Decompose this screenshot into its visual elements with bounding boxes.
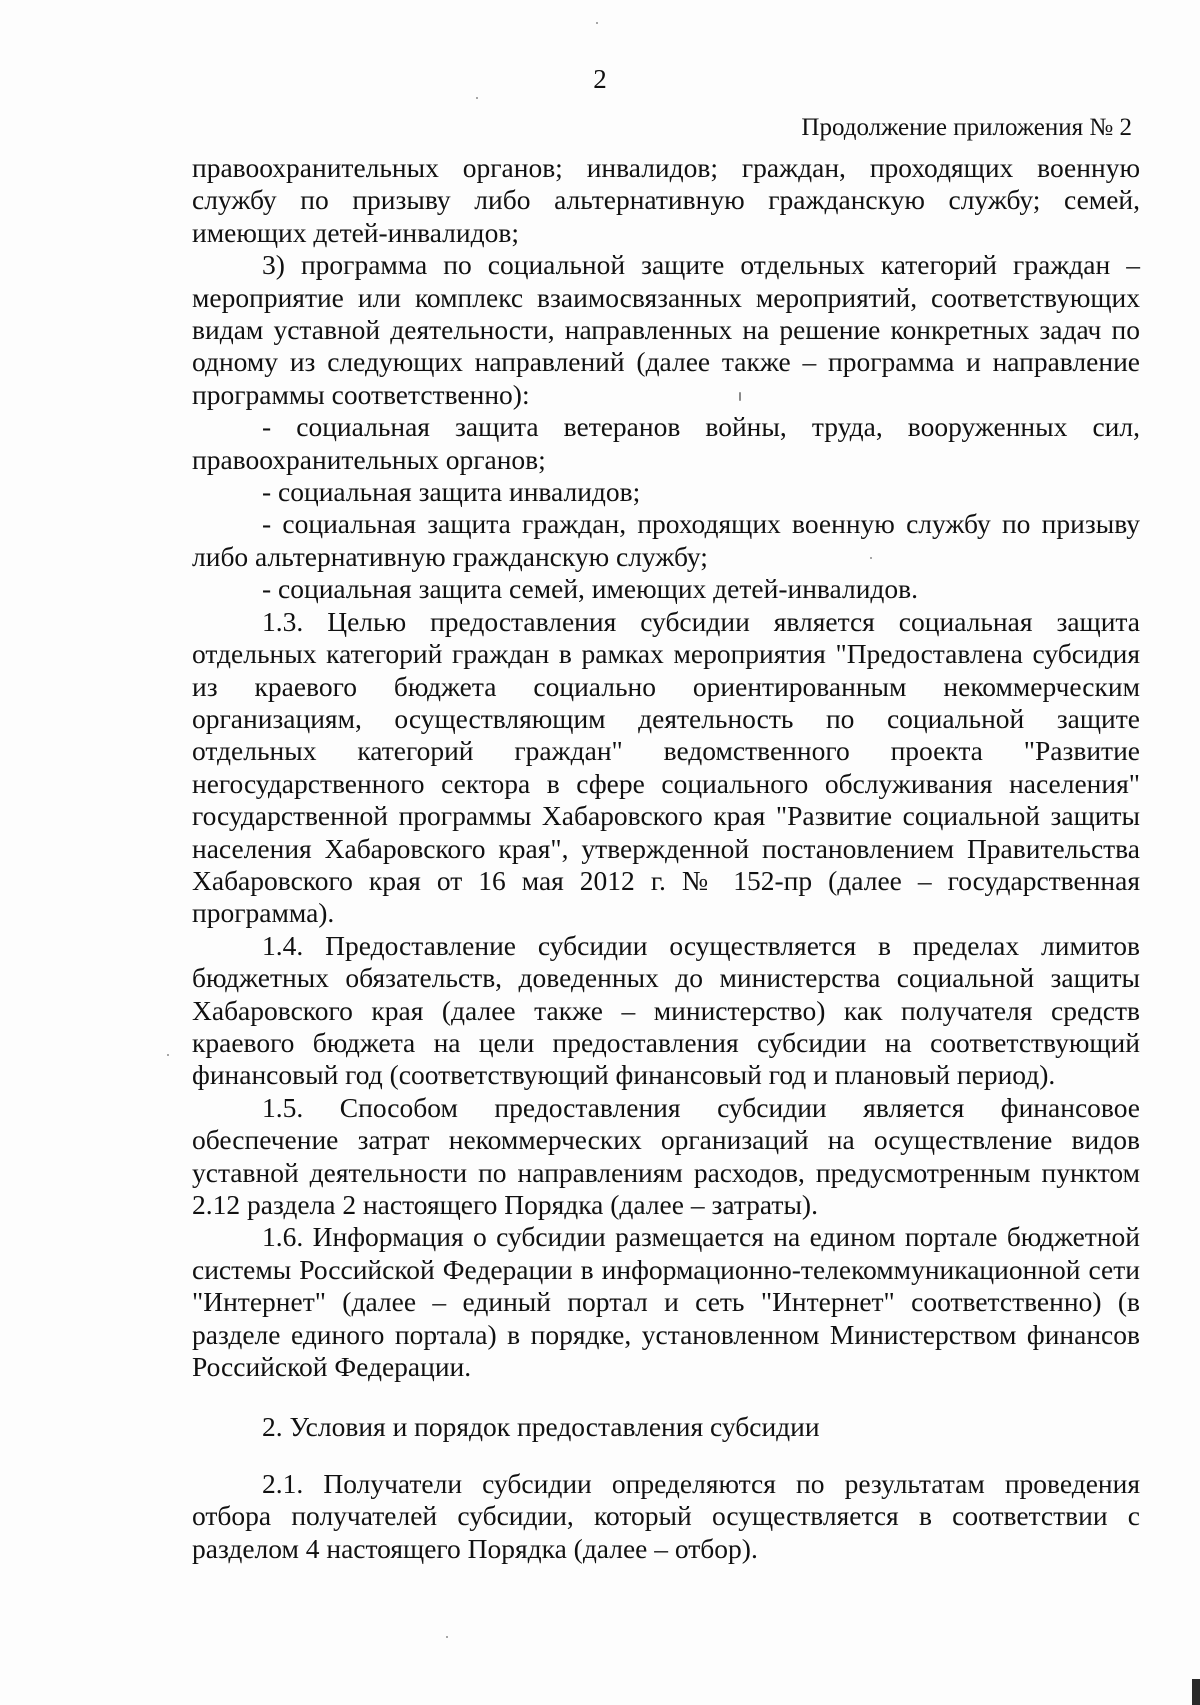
list-item: - социальная защита граждан, проходящих военную службу по призыву либо альтернативную гражданскую службу; (192, 508, 1140, 572)
document-body (192, 152, 1140, 1565)
clause-1-4: 1.4. Предоставление субсидии осуществляется в пределах лимитов бюджетных обязательств, доведенных до министерства социальной защиты Хабаровского края (далее также – министерство) как получателя средств краевого бюджета на цели предоставления субсидии на соответствующий финансовый год (соответствующий финансовый год и плановый период). (192, 929, 1140, 1091)
paragraph-item-3: 3) программа по социальной защите отдельных категорий граждан – мероприятие или комплекс взаимосвязанных мероприятий, соответствующих видам уставной деятельности, направленных на решение конкретных задач по одному из следующих направлений (далее также – программа и направление программы соответственно): (192, 249, 1140, 410)
clause-2-1: 2.1. Получатели субсидии определяются по результатам проведения отбора получателей субсидии, который осуществляется в соответствии с разделом 4 настоящего Порядка (далее – отбор). (192, 1467, 1140, 1564)
list-item: - социальная защита инвалидов; (262, 476, 641, 508)
clause-1-3: 1.3. Целью предоставления субсидии является социальная защита отдельных категорий граждан в рамках мероприятия "Предоставлена субсидия из краевого бюджета социально ориентированным некоммерческим организациям, осуществляющим деятельность по социальной защите отдельных категорий граждан" ведомственного проекта "Развитие негосударственного сектора в сфере социального обслуживания населения" государственной программы Хабаровского края "Развитие социальной защиты населения Хабаровского края", утвержденной постановлением Правительства Хабаровского края от 16 мая 2012 г. № 152-пр (далее – государственная программа). (192, 605, 1140, 929)
scan-speck (167, 1054, 169, 1056)
section-heading: 2. Условия и порядок предоставления субсидии (262, 1411, 820, 1443)
appendix-continuation-label: Продолжение приложения № 2 (801, 114, 1132, 141)
list-item: - социальная защита семей, имеющих детей-инвалидов. (262, 573, 919, 605)
scan-speck (596, 22, 598, 24)
page-number: 2 (593, 64, 607, 94)
scan-speck (446, 1636, 448, 1638)
clause-1-5: 1.5. Способом предоставления субсидии является финансовое обеспечение затрат некоммерческих организаций на осуществление видов уставной деятельности по направлениям расходов, предусмотренным пунктом 2.12 раздела 2 настоящего Порядка (далее – затраты). (192, 1091, 1140, 1220)
scan-edge-mark (1192, 1679, 1200, 1705)
clause-1-6: 1.6. Информация о субсидии размещается на едином портале бюджетной системы Российской Федерации в информационно-телекоммуникационной сети "Интернет" (далее – единый портал и сеть "Интернет" соответственно) (в разделе единого портала) в порядке, установленном Министерством финансов Российской Федерации. (192, 1221, 1140, 1383)
paragraph: правоохранительных органов; инвалидов; граждан, проходящих военную службу по призыву либо альтернативную гражданскую службу; семей, имеющих детей-инвалидов; (192, 152, 1140, 248)
scan-speck (476, 97, 478, 99)
list-item: - социальная защита ветеранов войны, труда, вооруженных сил, правоохранительных органов; (192, 411, 1140, 475)
